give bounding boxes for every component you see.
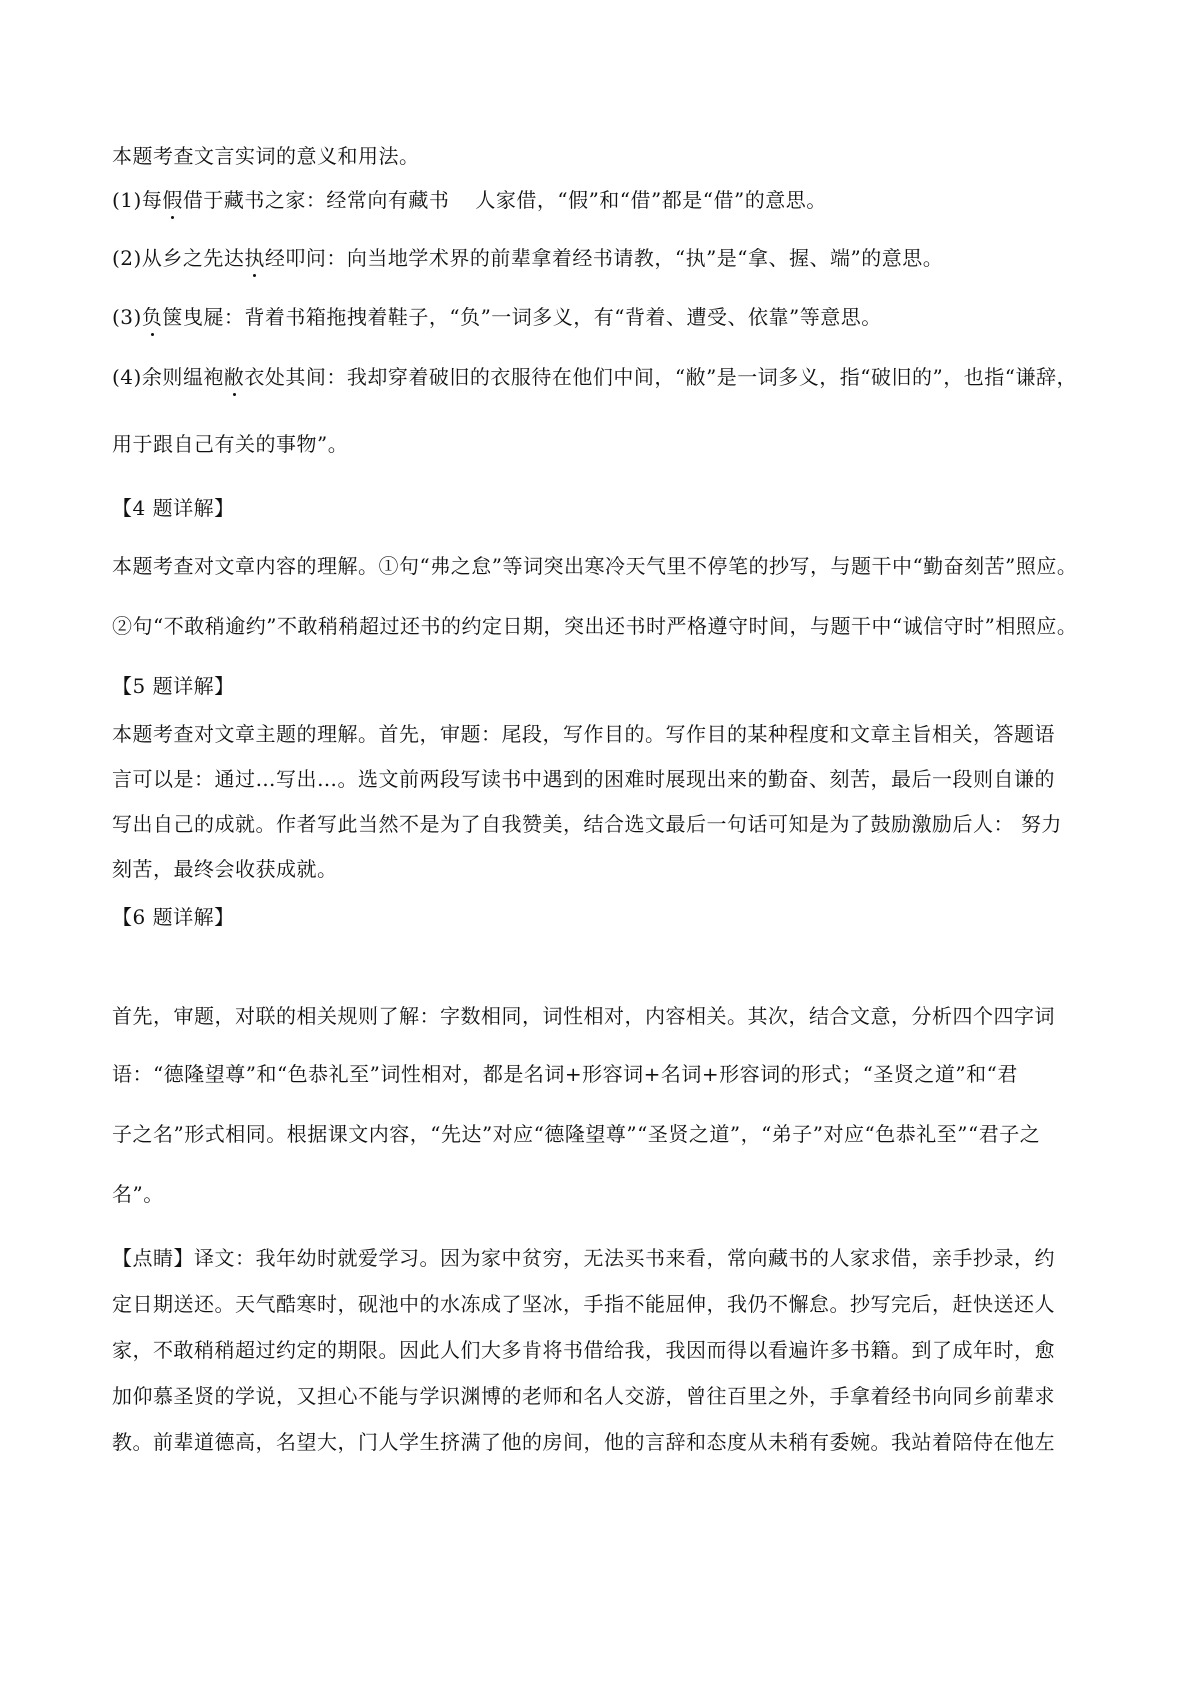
explanation-item-4-continued: 用于跟自己有关的事物”。 bbox=[112, 432, 349, 456]
q5-line-4: 刻苦，最终会收获成就。 bbox=[112, 857, 338, 881]
q5-line-1: 本题考查对文章主题的理解。首先，审题：尾段，写作目的。写作目的某种程度和文章主旨相关，答题语 bbox=[112, 722, 1055, 746]
q6-line-2: 语：“德隆望尊”和“色恭礼至”词性相对，都是名词+形容词+名词+形容词的形式；“圣贤之道”和“君 bbox=[112, 1062, 1018, 1086]
item-1-text: 人家借，“假”和“借”都是“借”的意思。 bbox=[475, 188, 827, 212]
explanation-item-4 bbox=[112, 363, 1102, 391]
item-3-prefix: (3) bbox=[112, 305, 142, 329]
item-1-prefix: (1)每 bbox=[112, 188, 163, 212]
q6-heading: 【6 题详解】 bbox=[112, 905, 235, 929]
item-1-dotted-char: 假 bbox=[162, 188, 183, 212]
dianjing-line-3: 家，不敢稍稍超过约定的期限。因此人们大多肯将书借给我，我因而得以看遍许多书籍。到了成年时，愈 bbox=[112, 1338, 1055, 1362]
item-4-text: 衣处其间：我却穿着破旧的衣服待在他们中间，“敝”是一词多义，指“破旧的”，也指“谦辞， bbox=[244, 365, 1077, 389]
q6-line-1: 首先，审题，对联的相关规则了解：字数相同，词性相对，内容相关。其次，结合文意，分析四个四字词 bbox=[112, 1004, 1055, 1028]
explanation-item-3 bbox=[112, 303, 1102, 331]
item-1-middle: 借于藏书之家：经常向有藏书 bbox=[182, 188, 450, 212]
item-4-dotted-char: 敝 bbox=[223, 365, 245, 389]
dianjing-line-1: 【点睛】译文：我年幼时就爱学习。因为家中贫穷，无法买书来看，常向藏书的人家求借，亲手抄录，约 bbox=[112, 1246, 1055, 1270]
item-4-prefix: (4)余则缊袍 bbox=[112, 365, 224, 389]
q6-line-3: 子之名”形式相同。根据课文内容，“先达”对应“德隆望尊”“圣贤之道”，“弟子”对应“色恭礼至”“君子之 bbox=[112, 1122, 1041, 1146]
item-3-text: 箧曳屣：背着书箱拖拽着鞋子，“负”一词多义，有“背着、遭受、依靠”等意思。 bbox=[162, 305, 882, 329]
q4-heading: 【4 题详解】 bbox=[112, 496, 235, 520]
dianjing-line-4: 加仰慕圣贤的学说，又担心不能与学识渊博的老师和名人交游，曾往百里之外，手拿着经书向同乡前辈求 bbox=[112, 1384, 1055, 1408]
item-2-dotted-char: 执 bbox=[244, 246, 265, 270]
q5-heading: 【5 题详解】 bbox=[112, 674, 235, 698]
q6-line-4: 名”。 bbox=[112, 1182, 164, 1206]
item-2-text: 经叩问：向当地学术界的前辈拿着经书请教，“执”是“拿、握、端”的意思。 bbox=[264, 246, 944, 270]
explanation-item-1 bbox=[112, 186, 1102, 214]
dianjing-line-2: 定日期送还。天气酷寒时，砚池中的水冻成了坚冰，手指不能屈伸，我仍不懈怠。抄写完后，赶快送还人 bbox=[112, 1292, 1055, 1316]
dianjing-line-5: 教。前辈道德高，名望大，门人学生挤满了他的房间，他的言辞和态度从未稍有委婉。我站着陪侍在他左 bbox=[112, 1430, 1055, 1454]
q5-line-2: 言可以是：通过…写出…。选文前两段写读书中遇到的困难时展现出来的勤奋、刻苦，最后一段则自谦的 bbox=[112, 767, 1055, 791]
q4-line-1: 本题考查对文章内容的理解。①句“弗之怠”等词突出寒冷天气里不停笔的抄写，与题干中“勤奋刻苦”照应。 bbox=[112, 554, 1078, 578]
q4-line-2: ②句“不敢稍逾约”不敢稍稍超过还书的约定日期，突出还书时严格遵守时间，与题干中“诚信守时”相照应。 bbox=[112, 614, 1078, 638]
item-3-dotted-char: 负 bbox=[141, 305, 163, 329]
q5-line-3: 写出自己的成就。作者写此当然不是为了自我赞美，结合选文最后一句话可知是为了鼓励激励后人： 努力 bbox=[112, 812, 1062, 836]
intro-line: 本题考查文言实词的意义和用法。 bbox=[112, 144, 420, 168]
explanation-item-2 bbox=[112, 244, 1102, 272]
item-2-prefix: (2)从乡之先达 bbox=[112, 246, 245, 270]
